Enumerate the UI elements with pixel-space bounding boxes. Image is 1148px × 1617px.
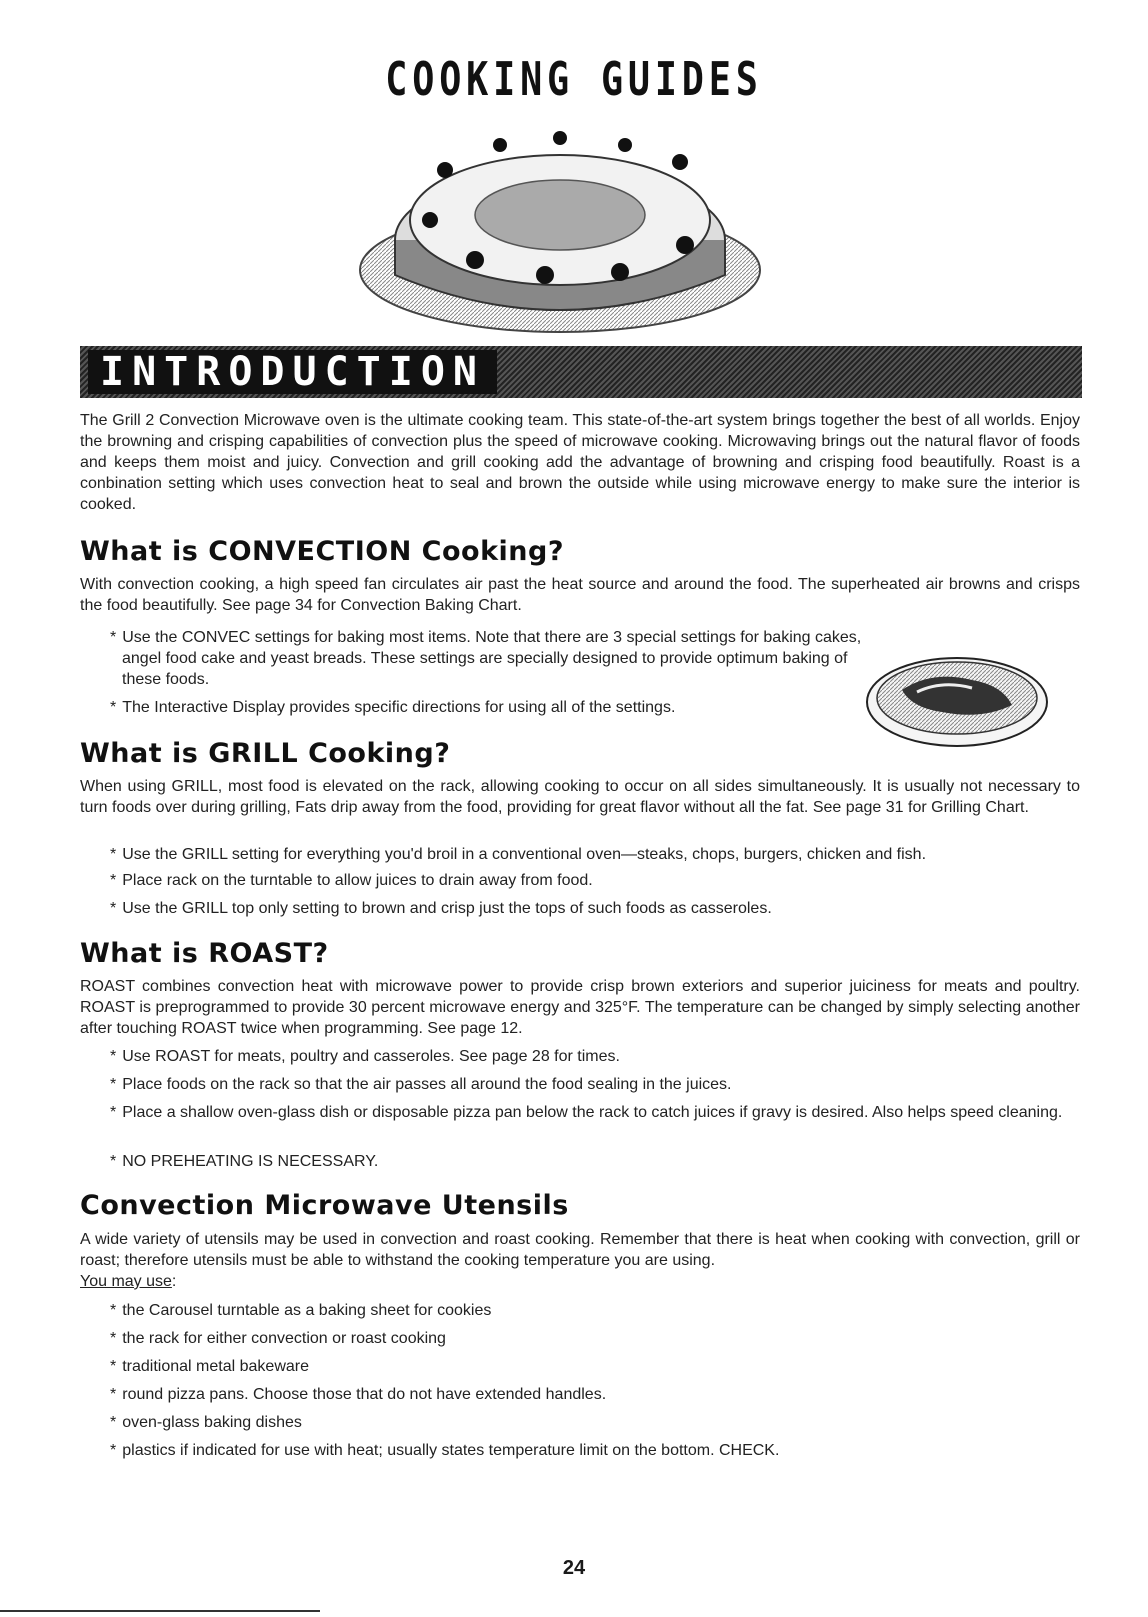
grill-heading: What is GRILL Cooking? — [80, 738, 451, 769]
grill-bullet: * Place rack on the turntable to allow juices to drain away from food. — [110, 872, 593, 889]
grill-bullet: * Use the GRILL setting for everything you'd broil in a conventional oven—steaks, chops, burgers, chicken and fish. — [110, 846, 927, 863]
page-number: 24 — [562, 1557, 586, 1579]
grill-rack-illustration — [862, 650, 1052, 750]
convection-bullet: * The Interactive Display provides specific directions for using all of the settings. — [110, 699, 676, 716]
utensils-bullet: * oven-glass baking dishes — [110, 1414, 302, 1431]
page-title: COOKING GUIDES — [385, 52, 763, 106]
convection-paragraph: With convection cooking, a high speed fan circulates air past the heat source and around the food. The superheated air browns and crisps the food beautifully. See page 34 for Convection Baking Chart. — [80, 576, 1080, 614]
convection-heading: What is CONVECTION Cooking? — [80, 536, 565, 567]
footer-rule — [0, 1610, 320, 1612]
utensils-bullet: * traditional metal bakeware — [110, 1358, 309, 1375]
introduction-banner — [80, 346, 1082, 398]
utensils-bullet: * round pizza pans. Choose those that do not have extended handles. — [110, 1386, 607, 1403]
utensils-paragraph: A wide variety of utensils may be used in convection and roast cooking. Remember that there is heat when cooking with convection, grill or roast; therefore utensils must be able to withstand the cooking temperature you are using. — [80, 1231, 1080, 1269]
you-may-use-line: You may use: — [80, 1273, 177, 1290]
roast-paragraph: ROAST combines convection heat with microwave power to provide crisp brown exteriors and superior juiciness for meats and poultry. ROAST is preprogrammed to provide 30 percent microwave energy and 325°F. The temperature can be changed by simply selecting another after touching ROAST twice when programming. See page 12. — [80, 978, 1080, 1037]
cake-illustration — [350, 100, 770, 340]
roast-heading: What is ROAST? — [80, 938, 329, 969]
introduction-label: INTRODUCTION — [88, 350, 497, 394]
you-may-use-label: You may use — [80, 1273, 172, 1290]
roast-bullet: * Use ROAST for meats, poultry and casseroles. See page 28 for times. — [110, 1048, 620, 1065]
grill-paragraph: When using GRILL, most food is elevated on the rack, allowing cooking to occur on all sides simultaneously. It is usually not necessary to turn foods over during grilling, Fats drip away from the food, providing for great flavor without all the fat. See page 31 for Grilling Chart. — [80, 778, 1080, 816]
utensils-bullet: * the rack for either convection or roast cooking — [110, 1330, 446, 1347]
convection-bullet: * Use the CONVEC settings for baking most items. Note that there are 3 special settings for baking cakes, angel food cake and yeast breads. These settings are specially designed to provide optimum baking of these foods. — [110, 629, 862, 688]
utensils-heading: Convection Microwave Utensils — [80, 1190, 569, 1221]
intro-paragraph: The Grill 2 Convection Microwave oven is the ultimate cooking team. This state-of-the-art system brings together the best of all worlds. Enjoy the browning and crisping capabilities of convection plus the speed of microwave cooking. Microwaving brings out the natural flavor of foods and keeps them moist and juicy. Convection and grill cooking add the advantage of browning and crisping food beautifully. Roast is a conbination setting which uses convection heat to seal and brown the outside while using microwave energy to make sure the interior is cooked. — [80, 412, 1080, 513]
utensils-bullet: * the Carousel turntable as a baking sheet for cookies — [110, 1302, 492, 1319]
roast-bullet: * Place a shallow oven-glass dish or disposable pizza pan below the rack to catch juices if gravy is desired. Also helps speed cleaning. — [110, 1104, 1063, 1121]
grill-bullet: * Use the GRILL top only setting to brown and crisp just the tops of such foods as casseroles. — [110, 900, 772, 917]
roast-bullet: * NO PREHEATING IS NECESSARY. — [110, 1153, 379, 1170]
roast-bullet: * Place foods on the rack so that the air passes all around the food sealing in the juices. — [110, 1076, 732, 1093]
utensils-bullet: * plastics if indicated for use with heat; usually states temperature limit on the bottom. CHECK. — [110, 1442, 780, 1459]
